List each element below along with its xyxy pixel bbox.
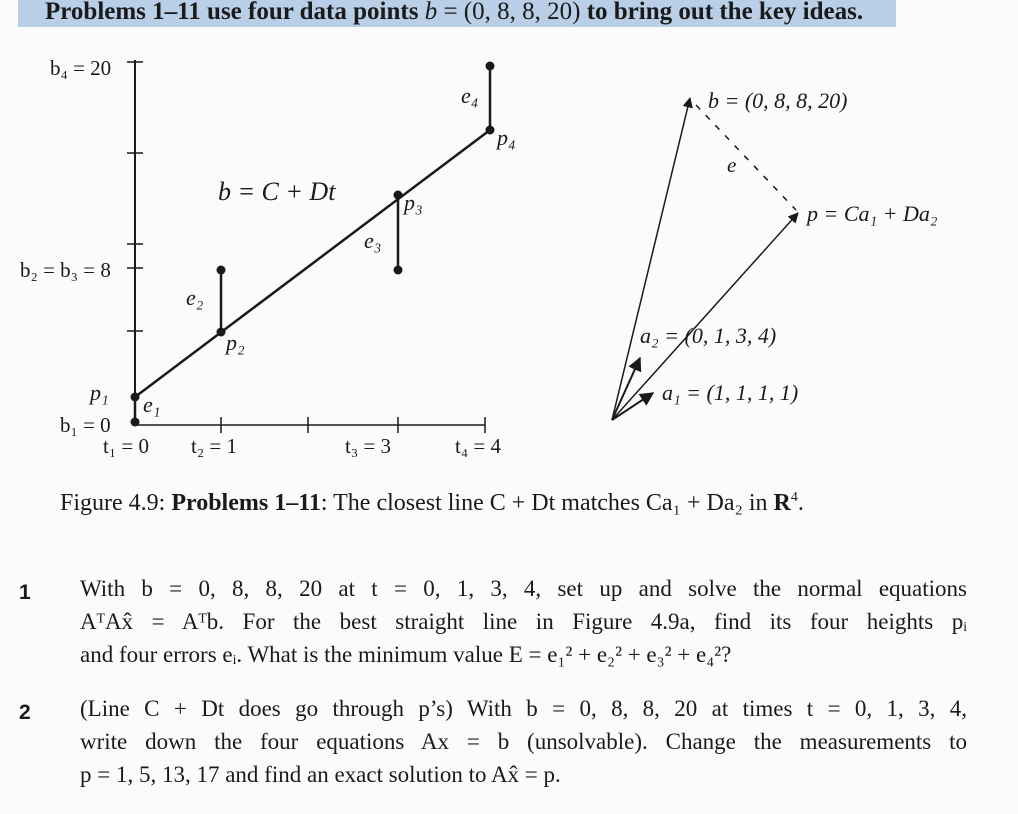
x-label-4: t₄ = 4 <box>455 434 501 458</box>
caption-figure-number: Figure 4.9: <box>60 490 172 516</box>
p1-label: p₁ <box>90 380 109 405</box>
data-point-2 <box>217 266 226 275</box>
caption-text: : The closest line C + Dt matches Ca₁ + Da₂ in <box>320 490 774 516</box>
p-vector-label: p = Ca₁ + Da₂ <box>807 201 938 226</box>
best-fit-line <box>135 130 490 397</box>
problem-line: (Line C + Dt does go through p’s) With b = 0, 8, 8, 20 at times t = 0, 1, 3, 4, <box>80 696 967 721</box>
y-label-top: b₄ = 20 <box>50 56 112 80</box>
projection-point-2 <box>217 328 226 337</box>
problem-line: and four errors eᵢ. What is the minimum value E = e₁² + e₂² + e₃² + e₄²? <box>80 642 732 667</box>
x-label-2: t₂ = 1 <box>191 434 237 458</box>
caption-sup: 4 <box>790 490 798 505</box>
data-point-1 <box>131 418 140 427</box>
highlighted-heading <box>18 0 896 27</box>
problem-line: With b = 0, 8, 8, 20 at t = 0, 1, 3, 4, set up and solve the normal equations <box>80 576 967 601</box>
p3-label: p₃ <box>404 190 423 215</box>
data-point-4 <box>486 62 495 71</box>
projection-point-1 <box>131 393 140 402</box>
e1-label: e₁ <box>143 392 161 417</box>
heading-text <box>45 0 863 26</box>
e3-label: e₃ <box>364 228 382 253</box>
caption-R: R <box>773 490 791 516</box>
figure-right-vectors <box>595 70 1015 440</box>
heading-vector: (0, 8, 8, 20) <box>463 0 581 25</box>
p2-label: p₂ <box>226 330 245 355</box>
y-label-bottom: b₁ = 0 <box>60 413 111 437</box>
vector-b <box>612 98 690 420</box>
b-vector-label: b = (0, 8, 8, 20) <box>708 88 848 113</box>
a1-vector-label: a₁ = (1, 1, 1, 1) <box>662 380 799 405</box>
problem-number: 1 <box>19 581 31 604</box>
p4-label: p₄ <box>497 125 516 150</box>
projection-point-3 <box>394 191 403 200</box>
problem-number: 2 <box>19 701 31 724</box>
figure-caption <box>60 490 804 517</box>
problem-line: p = 1, 5, 13, 17 and find an exact solution to Ax̂ = p. <box>80 762 561 787</box>
x-label-1: t₁ = 0 <box>103 434 149 458</box>
heading-b: b <box>424 0 438 25</box>
caption-end: . <box>797 490 804 516</box>
heading-eq: = <box>437 0 464 25</box>
caption-bold: Problems 1–11 <box>171 490 321 516</box>
data-point-3 <box>394 266 403 275</box>
problem-line: write down the four equations Ax = b (unsolvable). Change the measurements to <box>80 729 967 754</box>
e-label: e <box>727 153 737 177</box>
heading-post: to bring out the key ideas. <box>580 0 864 25</box>
problem-line: AᵀAx̂ = Aᵀb. For the best straight line in Figure 4.9a, find its four heights pᵢ <box>80 609 967 634</box>
y-label-mid: b₂ = b₃ = 8 <box>20 258 111 282</box>
x-label-3: t₃ = 3 <box>345 434 391 458</box>
e4-label: e₄ <box>461 83 479 108</box>
line-equation-label: b = C + Dt <box>218 177 336 206</box>
a2-vector-label: a₂ = (0, 1, 3, 4) <box>640 323 777 348</box>
projection-point-4 <box>486 126 495 135</box>
figure-left-plot <box>0 40 600 470</box>
error-dashed <box>696 105 796 210</box>
e2-label: e₂ <box>186 285 204 310</box>
heading-pre: Problems 1–11 use four data points <box>45 0 425 25</box>
